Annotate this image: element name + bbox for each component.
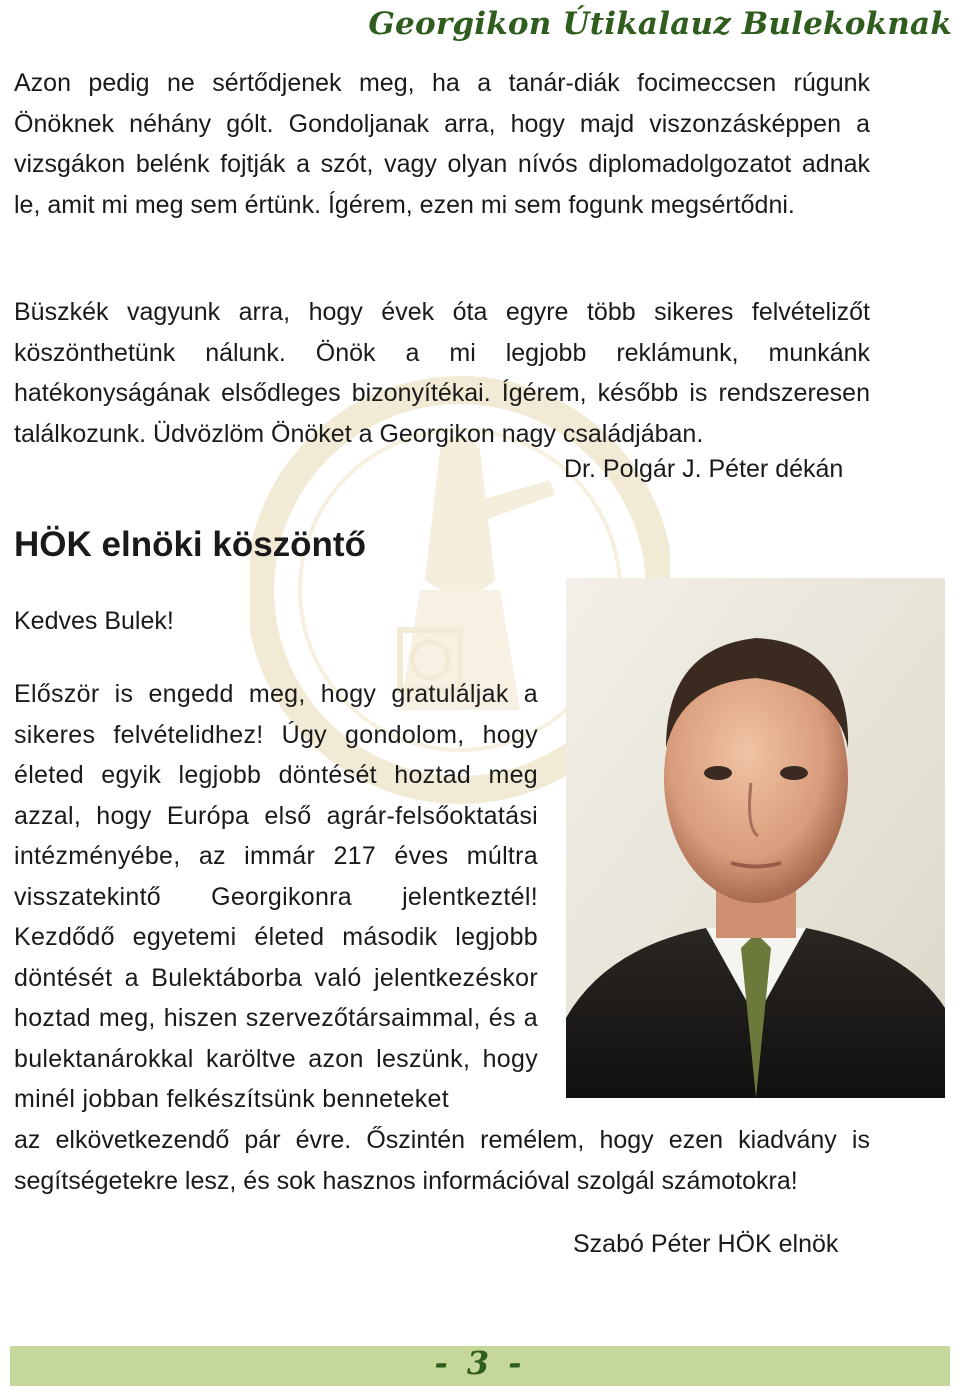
page-number: - 3 - (434, 1344, 526, 1382)
running-header-title: Georgikon Útikalauz Bulekoknak (368, 6, 952, 42)
greeting: Kedves Bulek! (14, 607, 174, 635)
portrait-photo (566, 578, 945, 1098)
section-heading: HÖK elnöki köszöntő (14, 525, 366, 564)
president-body-wrapped: Először is engedd meg, hogy gratuláljak a sikeres felvételidhez! Úgy gondolom, hogy életed egyik legjobb döntését hoztad meg azzal, hogy Európa első agrár-felsőoktatási intézményébe, az immár 217 éves múltra visszatekintő Georgikonra jelentkeztél! Kezdődő egyetemi életed második legjobb döntését a Bulektáborba való jelentkezéskor hoztad meg, hiszen szervezőtársaimmal, és a bulektanárokkal karöltve azon leszünk, hogy minél jobban felkészítsünk benneteket (14, 680, 538, 1113)
president-signature: Szabó Péter HÖK elnök (573, 1230, 839, 1258)
dean-signature: Dr. Polgár J. Péter dékán (564, 455, 844, 483)
dean-paragraph-1: Azon pedig ne sértődjenek meg, ha a tanár-diák focimeccsen rúgunk Önöknek néhány gólt. Gondoljanak arra, hogy majd viszonzásképpen a vizsgákon belénk fojtják a szót, vagy olyan nívós diplomadolgozatot adnak le, amit mi meg sem értünk. Ígérem, ezen mi sem fogunk megsértődni. (14, 69, 870, 219)
president-body-full: az elkövetkezendő pár évre. Őszintén remélem, hogy ezen kiadvány is segítségetekre lesz, és sok hasznos információval szolgál számotokra! (14, 1126, 870, 1195)
dean-paragraph-2: Büszkék vagyunk arra, hogy évek óta egyre több sikeres felvételizőt köszönthetünk nálunk. Önök a mi legjobb reklámunk, munkánk hatékonyságának elsődleges bizonyítékai. Ígérem, később is rendszeresen találkozunk. Üdvözlöm Önöket a Georgikon nagy családjában. (14, 298, 870, 448)
